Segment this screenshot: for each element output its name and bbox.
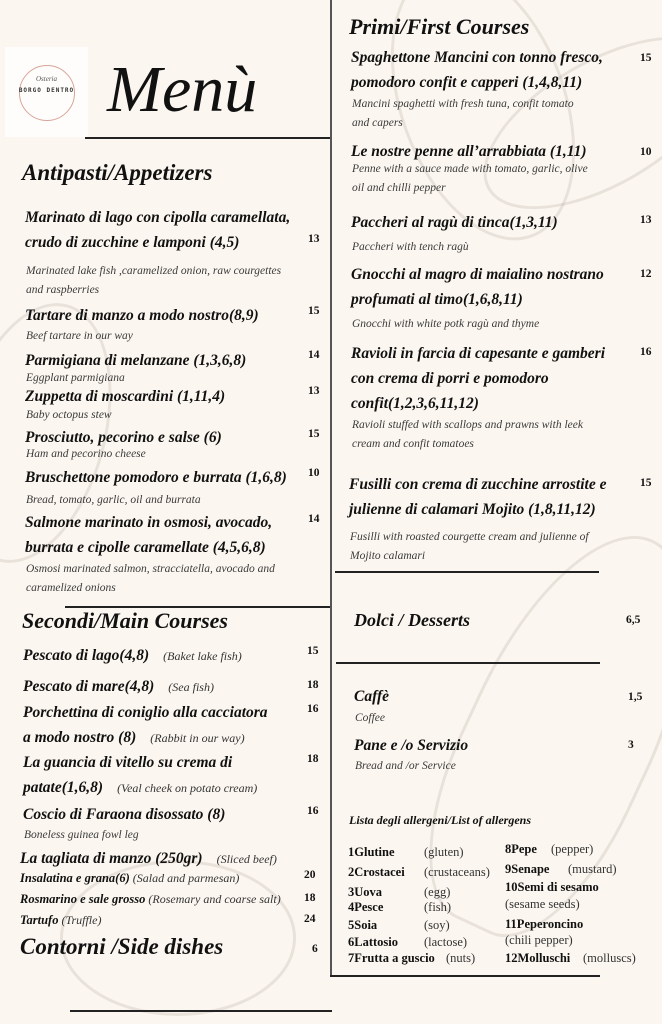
dish-name: Gnocchi al magro di maialino nostrano profumati al timo(1,6,8,11) <box>351 266 604 308</box>
primi-item-description: Ravioli stuffed with scallops and prawns with leek cream and confit tomatoes <box>352 419 583 450</box>
allergen-name: 1Glutine <box>348 845 395 859</box>
dish-name: Salmone marinato in osmosi, avocado, burrata e cipolle caramellate (4,5,6,8) <box>25 514 273 556</box>
primi-divider <box>335 571 599 573</box>
extras-item-name <box>354 684 389 709</box>
dish-name: Parmigiana di melanzane (1,3,6,8) <box>25 352 247 369</box>
antipasti-item-description: Bread, tomato, garlic, oil and burrata <box>26 494 201 506</box>
secondi-heading: Secondi/Main Courses <box>22 608 228 633</box>
dish-english-name: (Sliced beef) <box>216 852 277 866</box>
dish-name: La guancia di vitello su crema di patate(1,6,8) <box>23 754 233 796</box>
antipasti-item-description: Osmosi marinated salmon, stracciatella, avocado and caramelized onions <box>26 563 275 594</box>
extras-item-name <box>354 733 468 758</box>
primi-item-name <box>349 472 606 522</box>
dish-english-name: (Veal cheek on potato cream) <box>117 781 258 795</box>
primi-item-price: 16 <box>640 346 652 358</box>
primi-item-price: 12 <box>640 268 652 280</box>
secondi-item-name <box>20 869 239 887</box>
dish-name: Bruschettone pomodoro e burrata (1,6,8) <box>25 469 287 486</box>
dish-english-name: (Truffle) <box>61 913 102 927</box>
logo-subtitle: Osteria <box>36 75 57 83</box>
primi-item-description: Penne with a sauce made with tomato, garlic, olive oil and chilli pepper <box>352 163 588 194</box>
secondi-item-price: 15 <box>307 645 319 657</box>
extras-item-price: 3 <box>628 739 634 751</box>
antipasti-item-price: 10 <box>308 467 320 479</box>
dish-name: Insalatina e grana(6) <box>20 871 130 885</box>
secondi-item-name <box>23 700 268 751</box>
menu-title: Menù <box>107 53 258 126</box>
allergen-name: 4Pesce <box>348 900 384 914</box>
dish-name: Porchettina di coniglio alla cacciatora a modo nostro (8) <box>23 704 268 746</box>
allergen-english: (mustard) <box>568 862 617 876</box>
dish-name: Fusilli con crema di zucchine arrostite e julienne di calamari Mojito (1,8,11,12) <box>349 476 607 518</box>
antipasti-item-price: 15 <box>308 305 320 317</box>
dish-name: Pescato di lago(4,8) <box>23 647 150 664</box>
allergen-english: (gluten) <box>424 845 464 859</box>
header-divider <box>85 137 330 139</box>
secondi-item-name <box>23 802 225 827</box>
dish-name: Caffè <box>354 688 390 705</box>
primi-item-name <box>351 341 605 416</box>
allergen-name: 7Frutta a guscio <box>348 951 435 965</box>
allergen-name: 12Molluschi <box>505 951 571 965</box>
primi-item-price: 15 <box>640 52 652 64</box>
primi-item-description: Gnocchi with white potk ragù and thyme <box>352 318 540 330</box>
dish-name: Pane e /o Servizio <box>354 737 469 754</box>
secondi-item-name <box>23 750 257 801</box>
antipasti-item-name <box>25 303 259 328</box>
primi-item-price: 10 <box>640 146 652 158</box>
antipasti-item-price: 13 <box>308 233 320 245</box>
antipasti-item-description: Eggplant parmigiana <box>26 372 125 384</box>
primi-item-name <box>351 262 604 312</box>
primi-item-description: Mancini spaghetti with fresh tuna, confit tomato and capers <box>352 98 574 129</box>
allergen-name: 6Lattosio <box>348 935 398 949</box>
dish-name: Zuppetta di moscardini (1,11,4) <box>25 388 226 405</box>
antipasti-item-price: 14 <box>308 349 320 361</box>
secondi-item-price: 18 <box>307 679 319 691</box>
antipasti-item-description: Baby octopus stew <box>26 409 112 421</box>
dish-english-name: (Salad and parmesan) <box>132 871 240 885</box>
antipasti-item-name <box>25 465 287 490</box>
allergen-english: (molluscs) <box>583 951 636 965</box>
contorni-price: 6 <box>312 943 318 955</box>
primi-item-price: 15 <box>640 477 652 489</box>
dish-name: Ravioli in farcia di capesante e gamberi con crema di porri e pomodoro confit(1,2,3,6,11,12) <box>351 345 606 412</box>
antipasti-item-price: 13 <box>308 385 320 397</box>
dish-name: Rosmarino e sale grosso <box>20 892 146 906</box>
secondi-item-price: 18 <box>307 753 319 765</box>
antipasti-item-name <box>25 510 272 560</box>
dish-name: Coscio di Faraona disossato (8) <box>23 806 226 823</box>
allergen-name: 9Senape <box>505 862 550 876</box>
allergen-name: 5Soia <box>348 918 378 932</box>
primi-item-description: Paccheri with tench ragù <box>352 241 469 253</box>
dish-name: Prosciutto, pecorino e salse (6) <box>25 429 222 446</box>
dish-name: Tartufo <box>20 913 59 927</box>
dish-name: Paccheri al ragù di tinca(1,3,11) <box>351 214 558 231</box>
allergens-title: Lista degli allergeni/List of allergens <box>349 813 531 827</box>
antipasti-item-name <box>25 205 290 255</box>
antipasti-item-price: 15 <box>308 428 320 440</box>
bottom-divider <box>70 1010 332 1012</box>
antipasti-item-description: Marinated lake fish ,caramelized onion, raw courgettes and raspberries <box>26 265 282 296</box>
allergen-english: (chili pepper) <box>505 933 573 947</box>
antipasti-item-description: Ham and pecorino cheese <box>26 448 146 460</box>
antipasti-item-price: 14 <box>308 513 320 525</box>
dish-english-name: (Sea fish) <box>168 680 214 694</box>
dish-name: La tagliata di manzo (250gr) <box>20 850 203 867</box>
allergen-english: (egg) <box>424 885 451 899</box>
dish-name: Le nostre penne all’arrabbiata (1,11) <box>351 143 587 160</box>
secondi-item-name <box>23 674 214 700</box>
allergen-english: (nuts) <box>446 951 476 965</box>
logo-brand: BORGO DENTRO <box>18 87 75 94</box>
allergen-name: 3Uova <box>348 885 383 899</box>
secondi-item-name <box>23 643 242 669</box>
dolci-divider <box>336 662 600 664</box>
allergen-english: (pepper) <box>551 842 594 856</box>
secondi-item-price: 24 <box>304 913 316 925</box>
allergens-divider <box>330 975 600 977</box>
antipasti-item-description: Beef tartare in our way <box>26 330 133 342</box>
dolci-price: 6,5 <box>626 614 641 626</box>
secondi-item-price: 16 <box>307 703 319 715</box>
dish-english-name: (Rosemary and coarse salt) <box>148 892 281 906</box>
extras-item-description: Coffee <box>355 712 386 724</box>
primi-item-description: Fusilli with roasted courgette cream and julienne of Mojito calamari <box>350 531 589 562</box>
allergen-english: (fish) <box>424 900 452 914</box>
secondi-item-price: 16 <box>307 805 319 817</box>
allergen-english: (sesame seeds) <box>505 897 580 911</box>
allergen-name: 8Pepe <box>505 842 537 856</box>
secondi-item-description: Boneless guinea fowl leg <box>24 829 139 841</box>
secondi-item-price: 20 <box>304 869 316 881</box>
allergen-name: 10Semi di sesamo <box>505 880 599 894</box>
dish-name: Spaghettone Mancini con tonno fresco, pomodoro confit e capperi (1,4,8,11) <box>351 49 603 91</box>
primi-item-name <box>351 210 558 235</box>
allergen-english: (soy) <box>424 918 450 932</box>
secondi-item-name <box>20 890 281 908</box>
contorni-heading: Contorni /Side dishes <box>20 934 224 959</box>
secondi-item-name <box>20 911 101 929</box>
secondi-item-price: 18 <box>304 892 316 904</box>
restaurant-logo <box>5 47 88 137</box>
dolci-heading: Dolci / Desserts <box>354 610 470 630</box>
dish-english-name: (Baket lake fish) <box>163 649 242 663</box>
primi-item-name <box>351 45 603 95</box>
allergen-english: (crustaceans) <box>424 865 490 879</box>
allergen-english: (lactose) <box>424 935 468 949</box>
allergen-name: 2Crostacei <box>348 865 405 879</box>
antipasti-heading: Antipasti/Appetizers <box>22 160 213 185</box>
dish-name: Marinato di lago con cipolla caramellata, crudo di zucchine e lamponi (4,5) <box>25 209 291 251</box>
dish-name: Tartare di manzo a modo nostro(8,9) <box>25 307 259 324</box>
primi-item-price: 13 <box>640 214 652 226</box>
column-divider <box>330 0 332 975</box>
extras-item-description: Bread and /or Service <box>355 760 456 772</box>
dish-english-name: (Rabbit in our way) <box>150 731 245 745</box>
primi-heading: Primi/First Courses <box>349 14 530 39</box>
dish-name: Pescato di mare(4,8) <box>23 678 155 695</box>
extras-item-price: 1,5 <box>628 691 643 703</box>
allergen-name: 11Peperoncino <box>505 917 584 931</box>
